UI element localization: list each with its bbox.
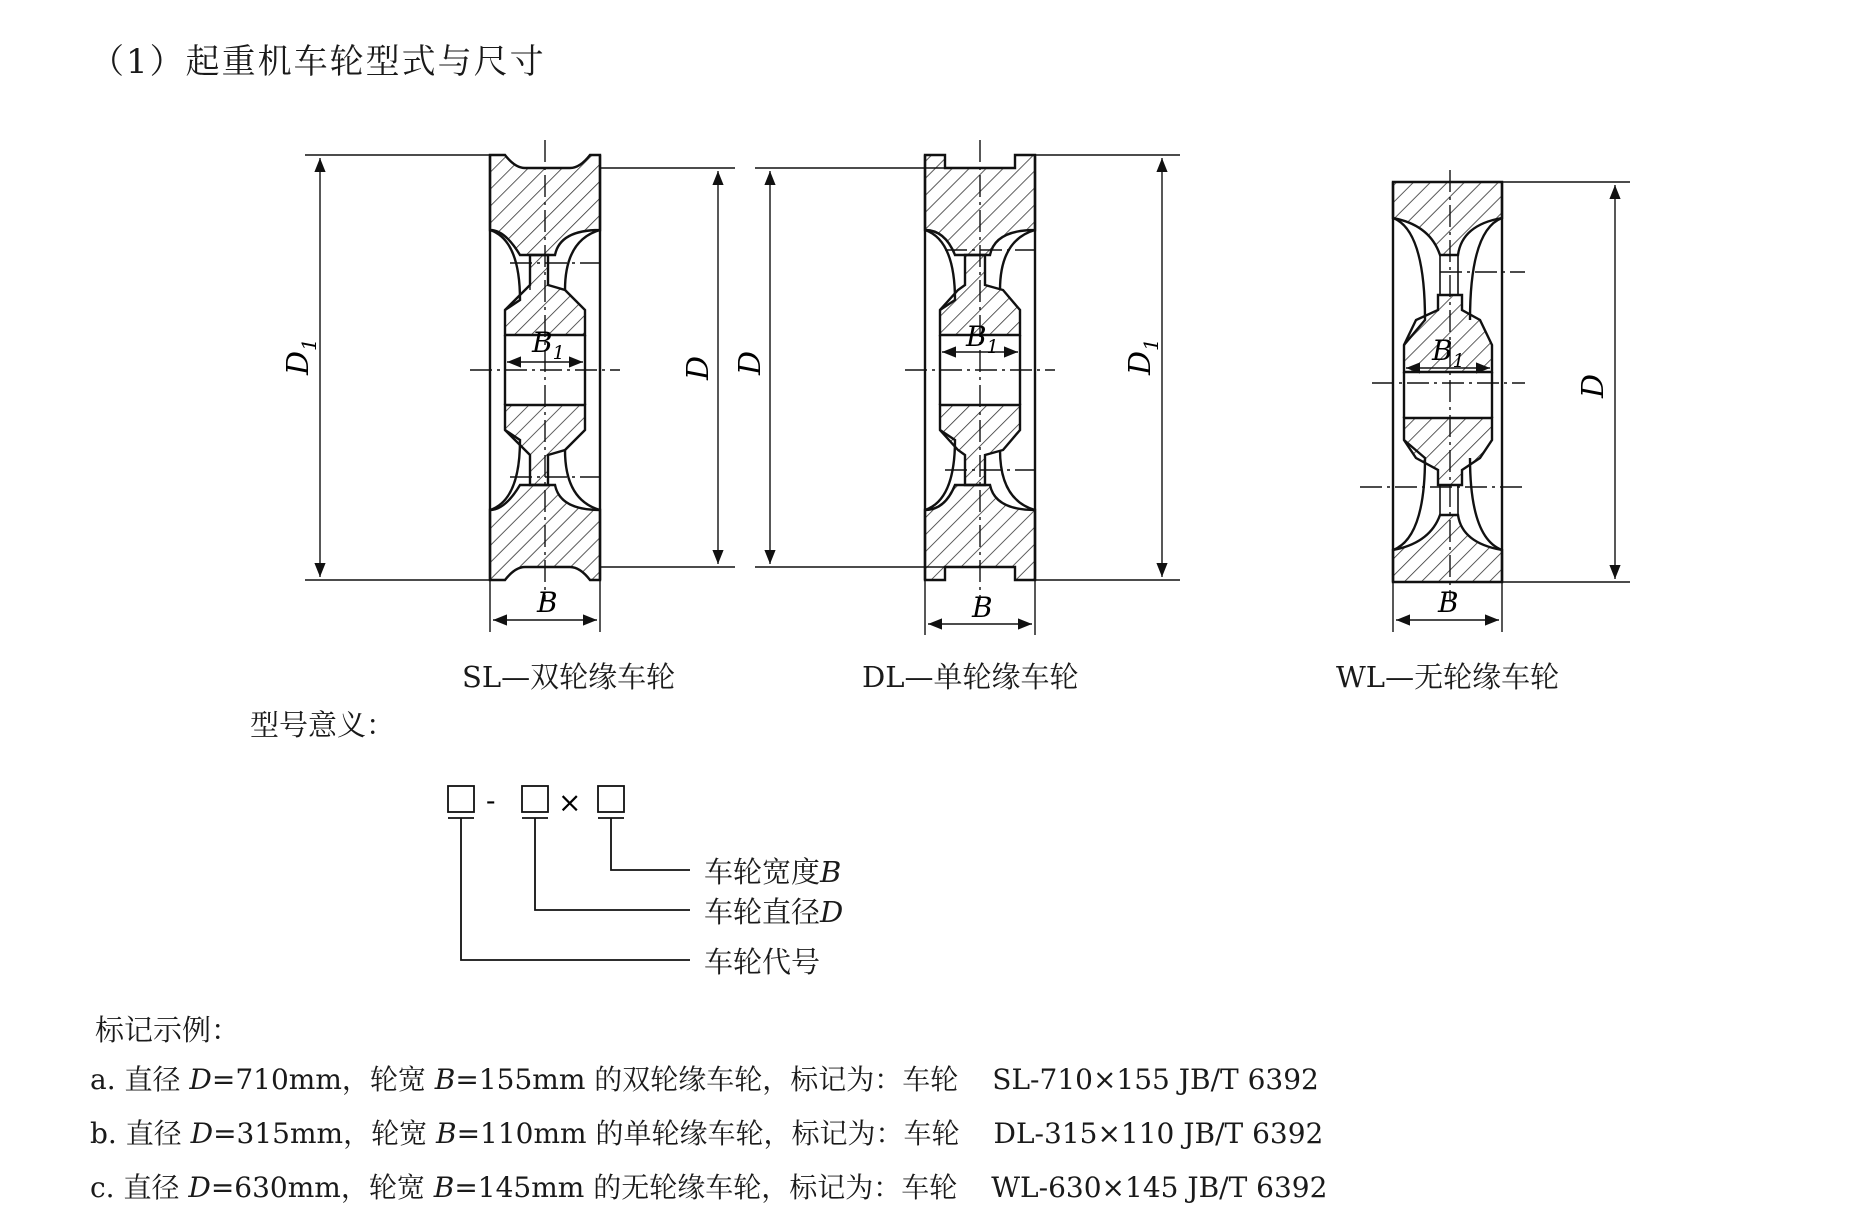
caption-dl-wheel: DL—单轮缘车轮	[862, 660, 1079, 694]
wl-d-label: D	[1576, 373, 1611, 398]
wl-b-label: B	[1438, 586, 1459, 619]
code-box-type	[448, 786, 474, 812]
model-meaning-title: 型号意义：	[250, 708, 396, 742]
code-box-diameter	[522, 786, 548, 812]
label-wheel-diameter: 车轮直径D	[704, 895, 844, 929]
marking-example-b: b. 直径 D=315mm，轮宽 B=110mm 的单轮缘车轮，标记为：车轮 DL-315×110 JB/T 6392	[90, 1117, 1324, 1150]
dl-d-label: D	[733, 350, 768, 375]
dl-b-label: B	[972, 591, 993, 624]
marking-example-c: c. 直径 D=630mm，轮宽 B=145mm 的无轮缘车轮，标记为：车轮 WL-630×145 JB/T 6392	[90, 1171, 1328, 1204]
sl-d1-label: $D_1$	[281, 338, 321, 375]
label-wheel-code: 车轮代号	[704, 945, 821, 979]
code-box-width	[598, 786, 624, 812]
label-wheel-width: 车轮宽度B	[704, 855, 842, 889]
marking-example-title: 标记示例：	[95, 1013, 241, 1047]
wl-b1-label: $B_1$	[1432, 334, 1465, 372]
caption-sl-wheel: SL—双轮缘车轮	[462, 660, 676, 694]
dl-b1-label: $B_1$	[966, 320, 999, 358]
sl-b-label: B	[537, 586, 558, 619]
sl-d-label: D	[681, 355, 716, 380]
code-times: ×	[558, 786, 582, 819]
sl-b1-label: $B_1$	[532, 326, 565, 364]
dl-d1-label: $D_1$	[1123, 338, 1163, 375]
caption-wl-wheel: WL—无轮缘车轮	[1336, 660, 1560, 694]
section-title: （1）起重机车轮型式与尺寸	[90, 42, 546, 82]
wl-wheel-drawing	[1393, 182, 1502, 582]
code-dash: -	[486, 784, 496, 817]
marking-example-a: a. 直径 D=710mm，轮宽 B=155mm 的双轮缘车轮，标记为：车轮 SL-710×155 JB/T 6392	[90, 1063, 1319, 1096]
model-code-diagram	[448, 784, 690, 960]
